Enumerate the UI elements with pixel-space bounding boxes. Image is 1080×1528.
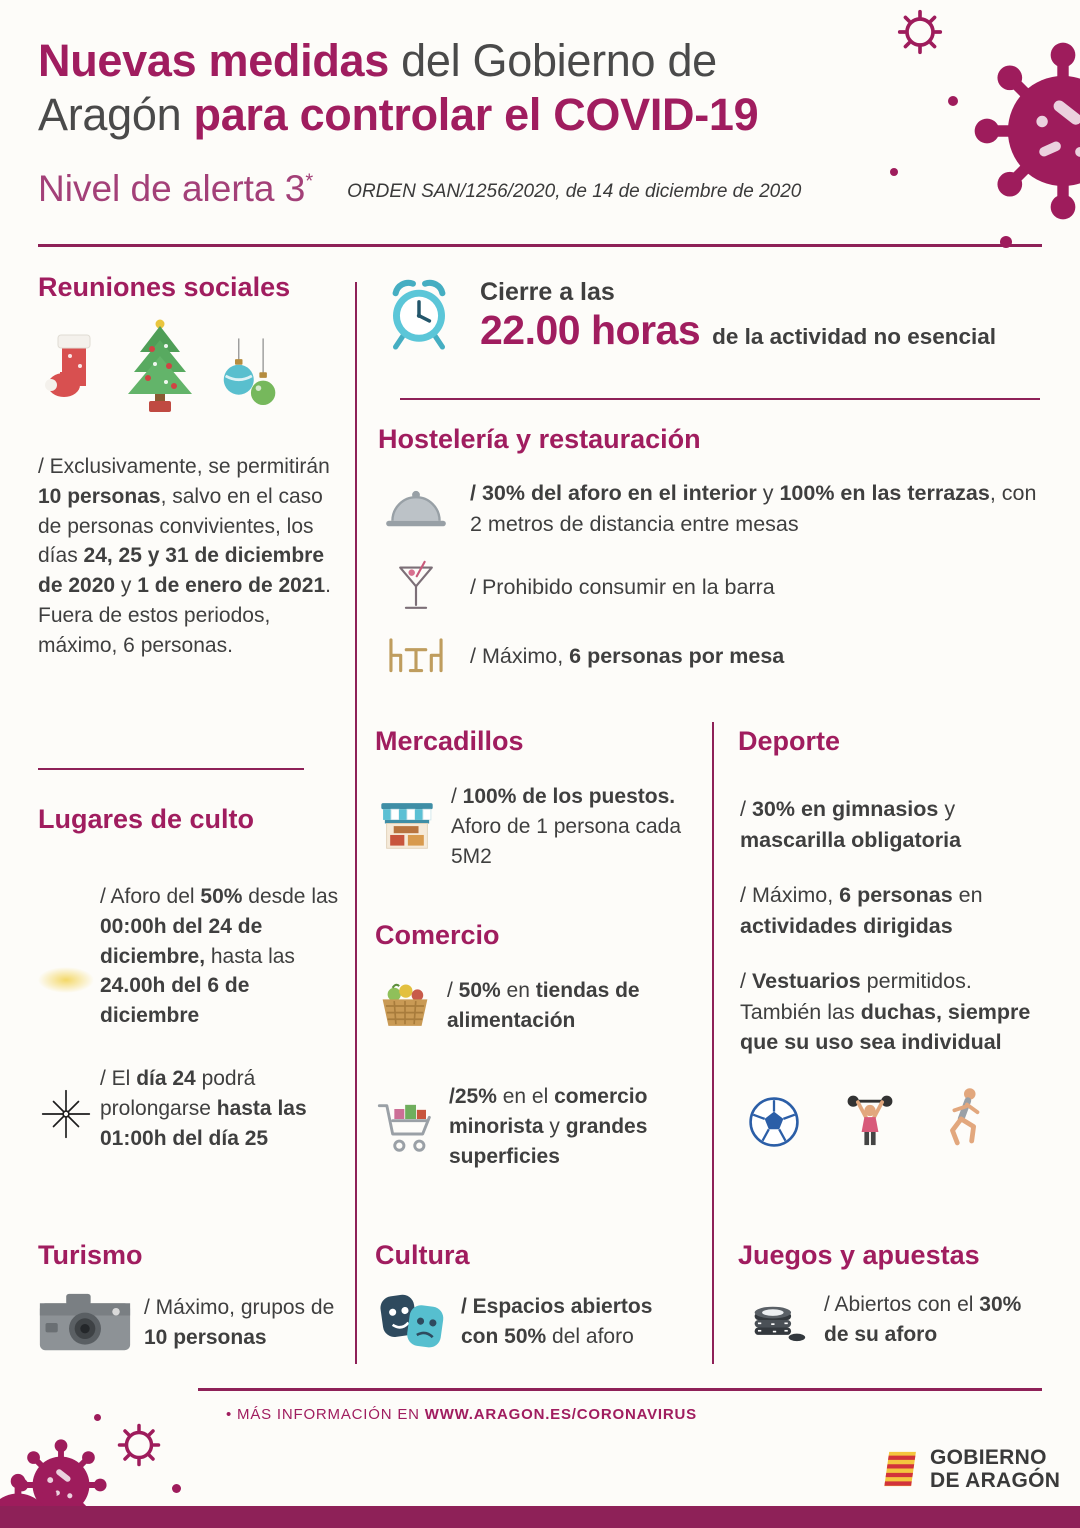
weightlifter-icon bbox=[842, 1088, 898, 1148]
runner-icon bbox=[940, 1086, 988, 1148]
item-text: /25% en el comercio minorista y grandes superficies bbox=[449, 1085, 648, 1168]
closure-time: 22.00 horas bbox=[480, 307, 701, 353]
aragon-flag-icon bbox=[878, 1449, 920, 1489]
alert-level bbox=[38, 168, 313, 210]
camera-icon bbox=[38, 1290, 132, 1356]
list-item bbox=[376, 1082, 690, 1171]
virus-outline-icon bbox=[114, 1420, 164, 1470]
virus-icon bbox=[968, 36, 1080, 226]
left-column-divider bbox=[38, 768, 304, 770]
item-text: / Aforo del 50% desde las 00:00h del 24 de diciembre, hasta las 24.00h del 6 de diciembre bbox=[100, 885, 339, 1028]
list-item bbox=[38, 1290, 344, 1356]
list-item bbox=[376, 782, 684, 871]
gobierno-aragon-logo bbox=[878, 1446, 1060, 1492]
logo-line2: DE ARAGÓN bbox=[930, 1469, 1061, 1493]
decor-dot bbox=[890, 168, 898, 176]
section-heading-cultura: Cultura bbox=[375, 1240, 470, 1270]
list-item bbox=[376, 976, 690, 1036]
section-heading-comercio: Comercio bbox=[375, 920, 500, 950]
decor-dot bbox=[1000, 236, 1012, 248]
closure-intro: Cierre a las bbox=[480, 278, 615, 306]
logo-text bbox=[930, 1446, 1060, 1492]
section-heading-reuniones: Reuniones sociales bbox=[38, 272, 291, 302]
list-item bbox=[380, 560, 1042, 614]
virus-outline-icon bbox=[894, 6, 946, 58]
candle-glow-icon bbox=[38, 928, 94, 1031]
table-chairs-icon bbox=[380, 635, 452, 677]
soccer-ball-icon bbox=[748, 1096, 800, 1148]
theater-masks-icon bbox=[376, 1290, 448, 1354]
logo-line1: GOBIERNO bbox=[930, 1446, 1047, 1469]
list-item bbox=[38, 1064, 340, 1153]
christmas-icons-row bbox=[40, 316, 280, 412]
item-text: / Máximo, grupos de 10 personas bbox=[144, 1296, 335, 1349]
deporte-items bbox=[740, 794, 1044, 1083]
decor-dot bbox=[948, 96, 958, 106]
reuniones-text: / Exclusivamente, se permitirán 10 personas, salvo en el caso de personas convivientes, los días 24, 25 y 31 de diciembre de 2020 y 1 de enero de 2021. Fuera de estos periodos, máximo, 6 personas. bbox=[38, 455, 332, 657]
closure-divider bbox=[400, 398, 1040, 400]
alert-row bbox=[38, 168, 801, 210]
list-item bbox=[380, 635, 1042, 677]
grocery-basket-icon bbox=[376, 981, 434, 1031]
ornaments-icon bbox=[220, 338, 280, 412]
christmas-tree-icon bbox=[122, 316, 198, 412]
item-text: / Vestuarios permitidos. También las duchas, siempre que su uso sea individual bbox=[740, 969, 1031, 1055]
shopping-cart-icon bbox=[376, 1099, 436, 1154]
market-stall-icon bbox=[376, 799, 438, 855]
section-heading-juegos: Juegos y apuestas bbox=[738, 1240, 980, 1270]
alarm-clock-icon bbox=[380, 274, 458, 354]
alert-asterisk: * bbox=[305, 170, 314, 193]
list-item bbox=[380, 478, 1042, 539]
item-text: / Prohibido consumir en la barra bbox=[470, 574, 775, 599]
item-text: / Máximo, 6 personas en actividades dirigidas bbox=[740, 883, 983, 938]
closure-detail: de la actividad no esencial bbox=[712, 324, 997, 349]
item-text: / Espacios abiertos con 50% del aforo bbox=[461, 1295, 653, 1348]
section-heading-deporte: Deporte bbox=[738, 726, 841, 756]
item-text: / Abiertos con el 30% de su aforo bbox=[824, 1293, 1022, 1346]
page-title: Nuevas medidas del Gobierno de Aragón para controlar el COVID-19 bbox=[38, 35, 759, 140]
section-heading-turismo: Turismo bbox=[38, 1240, 143, 1270]
section-heading-hosteleria: Hostelería y restauración bbox=[378, 424, 701, 454]
vertical-divider bbox=[712, 722, 714, 1364]
list-item bbox=[38, 882, 340, 1031]
cloche-icon bbox=[380, 486, 452, 532]
item-text: / Máximo, 6 personas por mesa bbox=[470, 643, 785, 668]
item-text: / 30% del aforo en el interior y 100% en las terrazas, con 2 metros de distancia entre mesas bbox=[470, 481, 1037, 536]
decor-dot bbox=[94, 1414, 101, 1421]
closure-text bbox=[480, 274, 996, 354]
list-item bbox=[376, 1290, 694, 1354]
item-text: / 100% de los puestos. Aforo de 1 persona cada 5M2 bbox=[451, 785, 681, 868]
virus-decoration-top-right bbox=[850, 0, 1080, 290]
item-text: / 30% en gimnasios y mascarilla obligatoria bbox=[740, 797, 962, 852]
footer-divider bbox=[198, 1388, 1042, 1391]
item-text: / El día 24 podrá prolongarse hasta las 01:00h del día 25 bbox=[100, 1067, 307, 1150]
sparkle-star-icon bbox=[38, 1074, 94, 1153]
section-heading-mercadillos: Mercadillos bbox=[375, 726, 524, 756]
hosteleria-items bbox=[380, 478, 1042, 698]
list-item bbox=[748, 1290, 1048, 1350]
bottom-bar bbox=[0, 1506, 1080, 1528]
closure-notice bbox=[380, 274, 1042, 354]
stocking-icon bbox=[40, 328, 100, 412]
decor-dot bbox=[172, 1484, 181, 1493]
section-heading-culto: Lugares de culto bbox=[38, 804, 255, 834]
order-reference: ORDEN SAN/1256/2020, de 14 de diciembre de 2020 bbox=[347, 181, 802, 202]
item-text: / 50% en tiendas de alimentación bbox=[447, 979, 640, 1032]
alert-level-text: Nivel de alerta 3 bbox=[38, 168, 306, 209]
vertical-divider bbox=[355, 282, 357, 1364]
cocktail-icon bbox=[380, 560, 452, 614]
poker-chips-icon bbox=[748, 1294, 806, 1346]
sports-icons-row bbox=[748, 1086, 988, 1148]
more-info-text: • MÁS INFORMACIÓN EN WWW.ARAGON.ES/CORONAVIRUS bbox=[226, 1406, 697, 1423]
